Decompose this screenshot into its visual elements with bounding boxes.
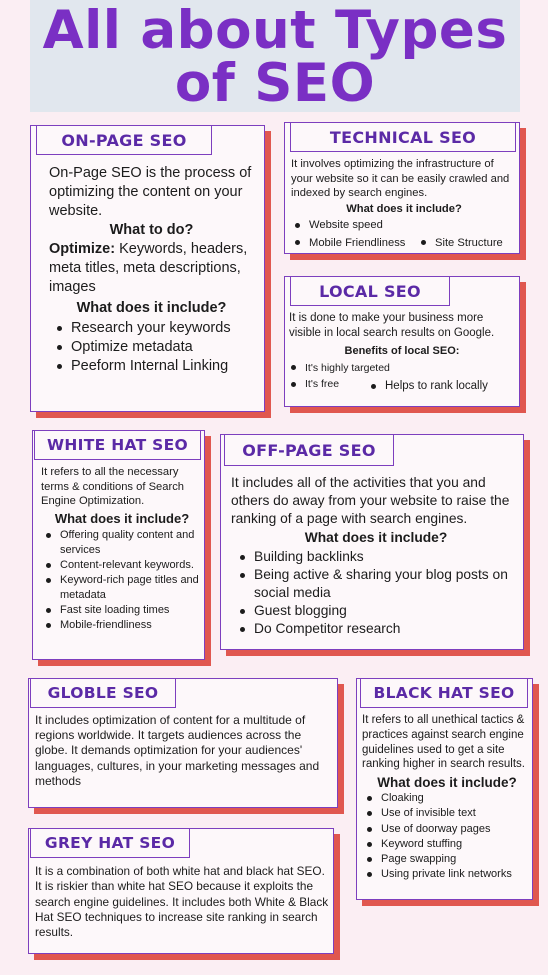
what-to-do-heading: What to do? [109, 222, 194, 238]
technical-include-heading: What does it include? [346, 202, 462, 215]
off-page-description: It includes all of the activities that you and others do away from your website to raise the ranking of a page with search engines. [231, 475, 510, 526]
optimize-text [49, 240, 254, 297]
white-hat-description: It refers to all the necessary terms & conditions of Search Engine Optimization. [41, 466, 185, 507]
list-item: Building backlinks [254, 548, 521, 566]
list-item: Use of doorway pages [381, 822, 532, 837]
globle-seo-heading: GLOBLE SEO [30, 678, 176, 708]
local-list [305, 361, 515, 376]
list-item: It's highly targeted [305, 361, 515, 376]
on-page-include-heading: What does it include? [76, 300, 227, 316]
list-item: Research your keywords [71, 319, 254, 338]
list-item: Do Competitor research [254, 620, 521, 638]
list-item: Guest blogging [254, 602, 521, 620]
list-item: Keyword stuffing [381, 837, 532, 852]
grey-hat-seo-content [35, 864, 333, 940]
off-page-include-heading: What does it include? [304, 530, 448, 545]
local-list-3 [385, 379, 488, 394]
list-item: Mobile-friendliness [60, 618, 203, 633]
title-line-1: All about Types [42, 0, 508, 61]
list-item: Cloaking [381, 791, 532, 806]
technical-list-2 [309, 236, 405, 251]
globle-description: It includes optimization of content for a multitude of regions worldwide. It targets audiences across the globe. It demands optimization for your audiences' languages, cultures, in your marketing messages and methods [35, 713, 320, 788]
optimize-label: Optimize: [49, 241, 116, 257]
local-description: It is done to make your business more visible in local search results on Google. [289, 312, 495, 339]
technical-list-3 [435, 236, 503, 251]
local-list-row [289, 377, 515, 393]
list-item: Use of invisible text [381, 806, 532, 821]
white-hat-include-heading: What does it include? [54, 510, 190, 526]
list-item: It's free [305, 378, 340, 390]
on-page-seo-content [49, 164, 254, 376]
list-item: Keyword-rich page titles and metadata [60, 573, 203, 603]
on-page-seo-heading: ON-PAGE SEO [36, 125, 212, 155]
list-item: Using private link networks [381, 867, 532, 882]
off-page-seo-heading: OFF-PAGE SEO [224, 434, 394, 466]
local-seo-content [289, 311, 515, 393]
off-page-seo-content [231, 474, 521, 638]
list-item: Helps to rank locally [385, 380, 488, 392]
list-item: Peeform Internal Linking [71, 357, 254, 376]
technical-seo-content [291, 157, 517, 251]
white-hat-seo-content [41, 465, 203, 633]
black-hat-list [381, 791, 532, 882]
white-hat-seo-heading: WHITE HAT SEO [34, 430, 201, 460]
black-hat-seo-content [362, 713, 532, 882]
technical-description: It involves optimizing the infrastructure of your website so it can be easily crawled and indexed by search engines. [291, 158, 510, 199]
page-title [30, 0, 520, 114]
technical-seo-heading: TECHNICAL SEO [290, 122, 516, 152]
list-item: Fast site loading times [60, 603, 203, 618]
list-item: Being active & sharing your blog posts on social media [254, 566, 521, 602]
black-hat-seo-heading: BLACK HAT SEO [360, 678, 528, 708]
local-benefits-heading: Benefits of local SEO: [344, 345, 460, 357]
list-item: Content-relevant keywords. [60, 558, 203, 573]
list-item: Optimize metadata [71, 338, 254, 357]
local-list-2 [305, 377, 339, 392]
black-hat-description: It refers to all unethical tactics & practices against search engine guidelines used to get a site ranking higher in search results. [362, 714, 525, 771]
black-hat-include-heading: What does it include? [377, 775, 517, 791]
white-hat-list [60, 528, 203, 633]
title-line-2: of SEO [174, 53, 376, 114]
list-item: Page swapping [381, 852, 532, 867]
list-item: Website speed [309, 218, 517, 233]
list-item: Mobile Friendliness [309, 236, 406, 249]
grey-hat-seo-heading: GREY HAT SEO [30, 828, 190, 858]
on-page-list [71, 319, 254, 376]
optimize-value: Keywords, headers, meta titles, meta descriptions, images [49, 241, 248, 295]
list-item: Offering quality content and services [60, 528, 203, 558]
globle-seo-content [35, 713, 335, 789]
on-page-description: On-Page SEO is the process of optimizing the content on your website. [49, 165, 252, 219]
local-seo-heading: LOCAL SEO [290, 276, 450, 306]
technical-list-row [291, 236, 517, 251]
list-item: Site Structure [435, 236, 503, 249]
technical-list [309, 218, 517, 233]
grey-hat-description: It is a combination of both white hat and black hat SEO. It is riskier than white hat SEO because it exploits the search engine guidelines. It includes both White & Black Hat SEO techniques to increase site ranking in search results. [35, 864, 329, 940]
off-page-list [254, 548, 521, 638]
